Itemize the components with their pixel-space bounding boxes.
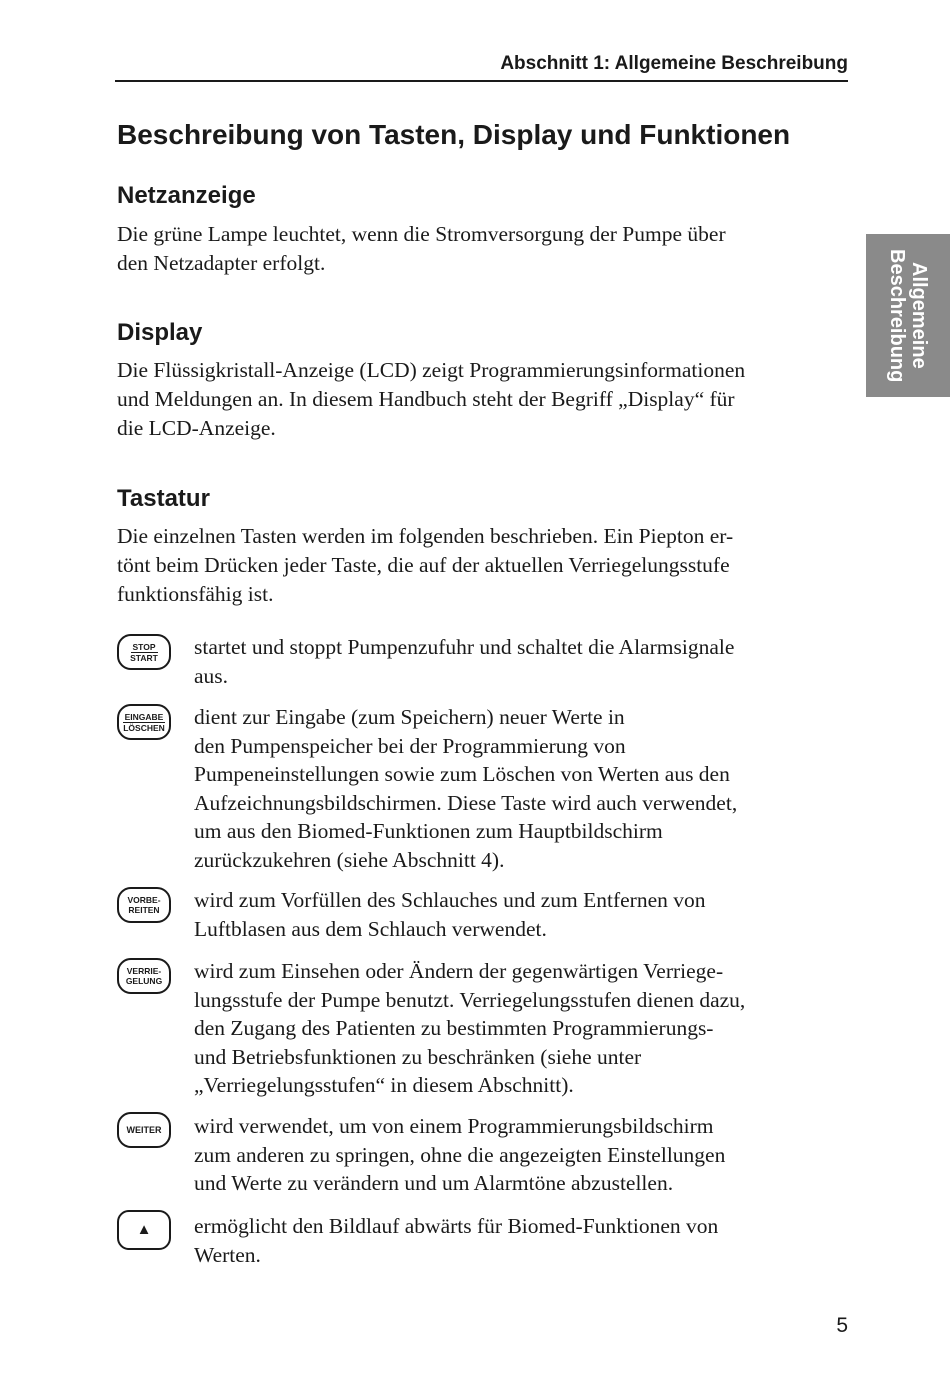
text-line: Werten.: [194, 1242, 261, 1267]
text-line: und Werte zu verändern und um Alarmtöne abzustellen.: [194, 1171, 674, 1195]
text-line: Luftblasen aus dem Schlauch verwendet.: [194, 916, 547, 941]
text-line: den Pumpenspeicher bei der Programmierung von: [194, 733, 626, 758]
key-label-top: STOP: [132, 641, 156, 652]
key-label-bottom: LÖSCHEN: [123, 722, 165, 733]
text-line: wird zum Vorfüllen des Schlauches und zum Entfernen von: [194, 888, 706, 912]
text-line: aus.: [194, 663, 229, 688]
running-header: [115, 52, 848, 82]
text-line: Pumpeneinstellungen sowie zum Löschen von Werten aus den: [194, 762, 730, 786]
key-label: WEITER: [126, 1125, 162, 1135]
section-text-netzanzeige: [117, 220, 852, 278]
text-line: zum anderen zu springen, ohne die angezeigten Einstellungen: [194, 1142, 726, 1167]
key-description: [194, 1112, 854, 1198]
scroll-up-triangle-icon: [117, 1210, 171, 1250]
section-text-display: [117, 356, 852, 443]
key-label-bottom: START: [130, 652, 158, 663]
section-heading-netzanzeige: Netzanzeige: [117, 182, 256, 209]
page-number: 5: [836, 1314, 848, 1337]
text-line: tönt beim Drücken jeder Taste, die auf der aktuellen Verriegelungsstufe: [117, 553, 730, 577]
vorbereiten-key-icon: [117, 887, 171, 923]
key-description: [194, 703, 854, 874]
running-header-title: Abschnitt 1: Allgemeine Beschreibung: [500, 53, 848, 74]
verriegelung-key-icon: [117, 958, 171, 994]
key-description: [194, 1212, 854, 1269]
text-line: die LCD-Anzeige.: [117, 416, 276, 440]
text-line: lungsstufe der Pumpe benutzt. Verriegelungsstufen dienen dazu,: [194, 987, 746, 1012]
text-line: Die einzelnen Tasten werden im folgenden beschrieben. Ein Piepton er-: [117, 524, 734, 548]
side-tab-line: Beschreibung: [886, 248, 908, 383]
section-heading-tastatur: Tastatur: [117, 485, 210, 512]
text-line: wird zum Einsehen oder Ändern der gegenwärtigen Verriege-: [194, 959, 724, 983]
stop-start-key-icon: [117, 634, 171, 670]
triangle-glyph: ▲: [136, 1221, 152, 1238]
side-tab-line: Allgemeine: [908, 262, 930, 369]
text-line: ermöglicht den Bildlauf abwärts für Biomed-Funktionen von: [194, 1214, 719, 1238]
text-line: Die grüne Lampe leuchtet, wenn die Stromversorgung der Pumpe über: [117, 222, 726, 246]
text-line: funktionsfähig ist.: [117, 582, 274, 606]
text-line: „Verriegelungsstufen“ in diesem Abschnitt).: [194, 1073, 574, 1097]
text-line: um aus den Biomed-Funktionen zum Hauptbildschirm: [194, 819, 663, 843]
section-text-tastatur: [117, 522, 852, 609]
text-line: den Zugang des Patienten zu bestimmten Programmierungs-: [194, 1016, 714, 1040]
key-label-top: VORBE-: [127, 895, 161, 905]
key-description: [194, 957, 854, 1100]
text-line: wird verwendet, um von einem Programmierungsbildschirm: [194, 1114, 714, 1138]
section-side-tab: [866, 234, 950, 397]
section-heading-display: Display: [117, 319, 203, 346]
weiter-key-icon: [117, 1112, 171, 1148]
page-title: Beschreibung von Tasten, Display und Funktionen: [117, 119, 791, 150]
text-line: Aufzeichnungsbildschirmen. Diese Taste wird auch verwendet,: [194, 790, 738, 815]
key-description: [194, 886, 854, 943]
eingabe-loeschen-key-icon: [117, 704, 171, 740]
key-label-bottom: REITEN: [128, 905, 160, 915]
text-line: und Meldungen an. In diesem Handbuch steht der Begriff „Display“ für: [117, 387, 735, 411]
text-line: und Betriebsfunktionen zu beschränken (siehe unter: [194, 1044, 642, 1069]
text-line: dient zur Eingabe (zum Speichern) neuer Werte in: [194, 705, 625, 729]
text-line: zurückzukehren (siehe Abschnitt 4).: [194, 847, 505, 872]
text-line: Die Flüssigkristall-Anzeige (LCD) zeigt Programmierungsinformationen: [117, 358, 746, 382]
key-label-bottom: GELUNG: [125, 976, 163, 986]
key-description: [194, 633, 854, 690]
text-line: startet und stoppt Pumpenzufuhr und schaltet die Alarmsignale: [194, 635, 735, 659]
side-tab-label: [886, 249, 930, 382]
text-line: den Netzadapter erfolgt.: [117, 251, 326, 275]
key-label-top: EINGABE: [124, 711, 164, 722]
key-label-top: VERRIE-: [126, 966, 162, 976]
